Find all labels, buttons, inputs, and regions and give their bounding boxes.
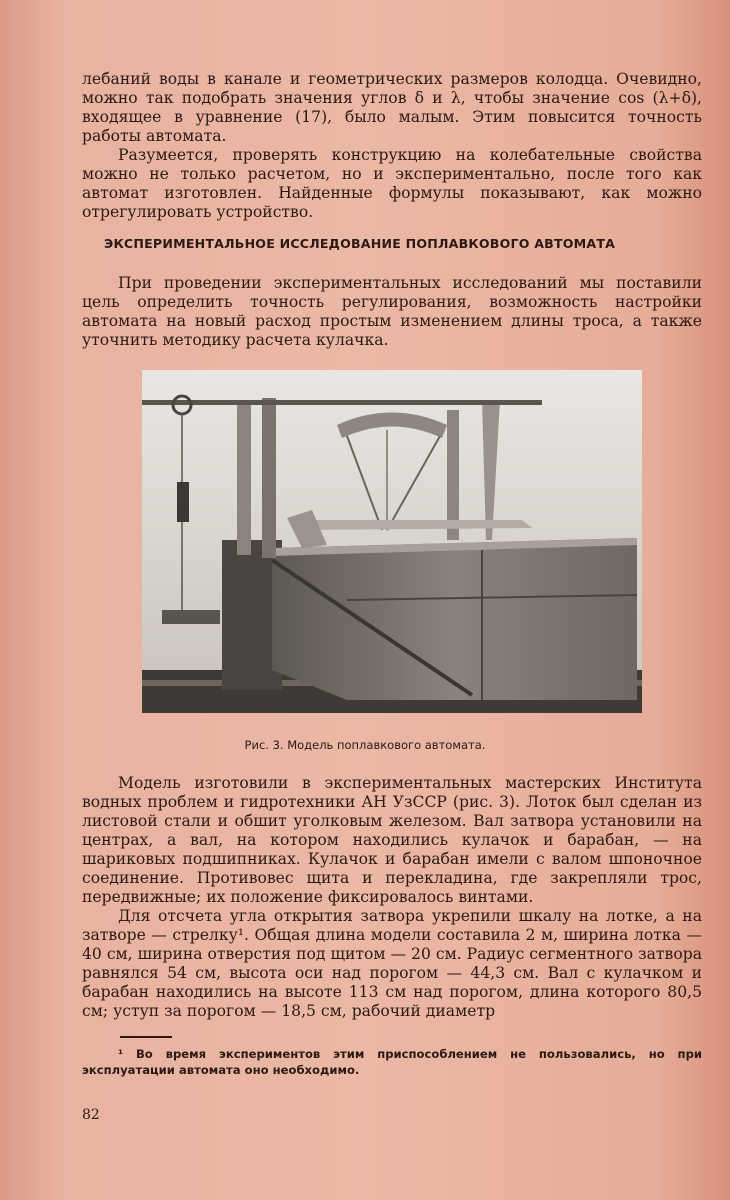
bottom-text bbox=[82, 774, 702, 1021]
figure-caption: Рис. 3. Модель поплавкового автомата. bbox=[244, 738, 486, 752]
float-automaton-photo bbox=[142, 370, 642, 713]
paragraph: Модель изготовили в экспериментальных мастерских Института водных проблем и гидротехники АН УзССР (рис. 3). Лоток был сделан из листовой стали и обшит уголковым железом. Вал затвора установили на центрах, а вал, на котором находились кулачок и барабан, — на шариковых подшипниках. Кулачок и барабан имели с валом шпоночное соединение. Противовес щита и перекладина, где закрепляли трос, передвижные; их положение фиксировалось винтами. bbox=[82, 774, 702, 906]
paragraph: Для отсчета угла открытия затвора укрепили шкалу на лотке, а на затворе — стрелку¹. Общая длина модели составила 2 м, ширина лотка — 40 см, ширина отверстия под щитом — 20 см. Радиус сегментного затвора равнялся 54 см, высота оси над порогом — 44,3 см. Вал с кулачком и барабан находились на высоте 113 см над порогом, длина которого 80,5 см; уступ за порогом — 18,5 см, рабочий диаметр bbox=[82, 907, 702, 1020]
top-text bbox=[82, 70, 702, 222]
intro-text bbox=[82, 274, 702, 350]
section-heading: ЭКСПЕРИМЕНТАЛЬНОЕ ИССЛЕДОВАНИЕ ПОПЛАВКОВОГО АВТОМАТА bbox=[104, 236, 616, 251]
paragraph: При проведении экспериментальных исследований мы поставили цель определить точность регулирования, возможность настройки автомата на новый расход простым изменением длины троса, а также уточнить методику расчета кулачка. bbox=[82, 274, 702, 349]
footnote: ¹ Во время экспериментов этим приспособлением не пользовались, но при эксплуатации автомата оно необходимо. bbox=[82, 1047, 702, 1077]
footnote-divider bbox=[120, 1036, 172, 1038]
paragraph: лебаний воды в канале и геометрических размеров колодца. Очевидно, можно так подобрать значения углов δ и λ, чтобы значение cos (λ+δ), входящее в уравнение (17), было малым. Этим повысится точность работы автомата. bbox=[82, 70, 702, 145]
figure-photo bbox=[142, 370, 642, 713]
page-number: 82 bbox=[82, 1107, 100, 1123]
paragraph: Разумеется, проверять конструкцию на колебательные свойства можно не только расчетом, но и экспериментально, после того как автомат изготовлен. Найденные формулы показывают, как можно отрегулировать устройство. bbox=[82, 146, 702, 221]
